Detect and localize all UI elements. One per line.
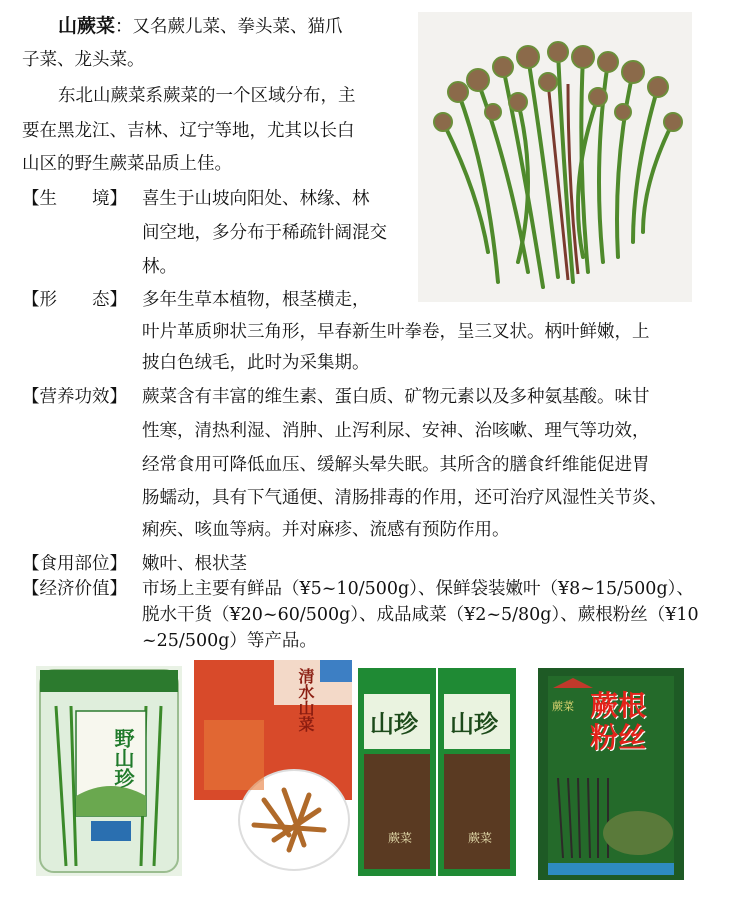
distribution-line-1: 东北山蕨菜系蕨菜的一个区域分布，主 [58, 86, 356, 106]
nutrition-line-5: 痢疾、咳血等病。并对麻疹、流感有预防作用。 [142, 520, 510, 540]
habitat-line-1: 喜生于山坡向阳处、林缘、林 [142, 189, 370, 209]
product-4-brand: 蕨菜 [552, 700, 574, 713]
product-3-title-left: 山珍 [370, 709, 418, 738]
product-fresh-fern-bag [36, 666, 182, 876]
fern-photo [418, 12, 692, 302]
intro-line-2: 子菜、龙头菜。 [22, 50, 145, 70]
product-3-sub-right: 蕨菜 [468, 831, 493, 845]
nutrition-line-4: 肠蠕动，具有下气通便、清肠排毒的作用，还可治疗风湿性关节炎、 [142, 488, 667, 508]
nutrition-label: 【营养功效】 [22, 387, 127, 407]
title-colon: ： [115, 17, 133, 37]
product-3-sub-left: 蕨菜 [388, 831, 413, 845]
product-3-title-right: 山珍 [450, 709, 498, 738]
product-pickled-fern [194, 660, 352, 882]
nutrition-line-3: 经常食用可降低血压、缓解头晕失眠。其所含的膳食纤维能促进胃 [142, 455, 650, 475]
habitat-label: 【生 境】 [22, 189, 127, 209]
edible-value: 嫩叶、根状茎 [142, 554, 247, 574]
product-1-title: 野山珍 [111, 728, 135, 788]
habitat-line-3: 林。 [142, 257, 177, 277]
intro-line-1 [58, 14, 343, 39]
nutrition-line-2: 性寒，清热利湿、消肿、止泻利尿、安神、治咳嗽、理气等功效， [142, 421, 650, 441]
morphology-line-2: 叶片革质卵状三角形，早春新生叶拳卷，呈三叉状。柄叶鲜嫩，上 [142, 322, 650, 342]
distribution-line-2: 要在黑龙江、吉林、辽宁等地，尤其以长白 [22, 121, 355, 141]
morphology-line-3: 披白色绒毛，此时为采集期。 [142, 353, 370, 373]
product-dried-fern-bags [356, 664, 518, 880]
aliases-text: 又名蕨儿菜、拳头菜、猫爪 [132, 17, 343, 37]
morphology-label: 【形 态】 [22, 290, 127, 310]
nutrition-line-1: 蕨菜含有丰富的维生素、蛋白质、矿物元素以及多种氨基酸。味甘 [142, 387, 650, 407]
product-2-title: 清水山菜 [296, 668, 315, 732]
page-title: 山蕨菜 [58, 15, 116, 37]
product-4-title: 蕨根粉丝 [590, 689, 647, 754]
economic-line-1: 市场上主要有鲜品（¥5~10/500g）、保鲜袋装嫩叶（¥8~15/500g）、 [142, 579, 694, 599]
economic-line-3: ~25/500g）等产品。 [142, 631, 317, 651]
morphology-line-1: 多年生草本植物，根茎横走， [142, 290, 370, 310]
product-fern-root-noodles [538, 668, 684, 880]
economic-line-2: 脱水干货（¥20~60/500g）、成品咸菜（¥2~5/80g）、蕨根粉丝（¥10 [142, 605, 699, 625]
habitat-line-2: 间空地，多分布于稀疏针阔混交 [142, 223, 387, 243]
distribution-line-3: 山区的野生蕨菜品质上佳。 [22, 154, 232, 174]
economic-label: 【经济价值】 [22, 579, 127, 599]
edible-label: 【食用部位】 [22, 554, 127, 574]
